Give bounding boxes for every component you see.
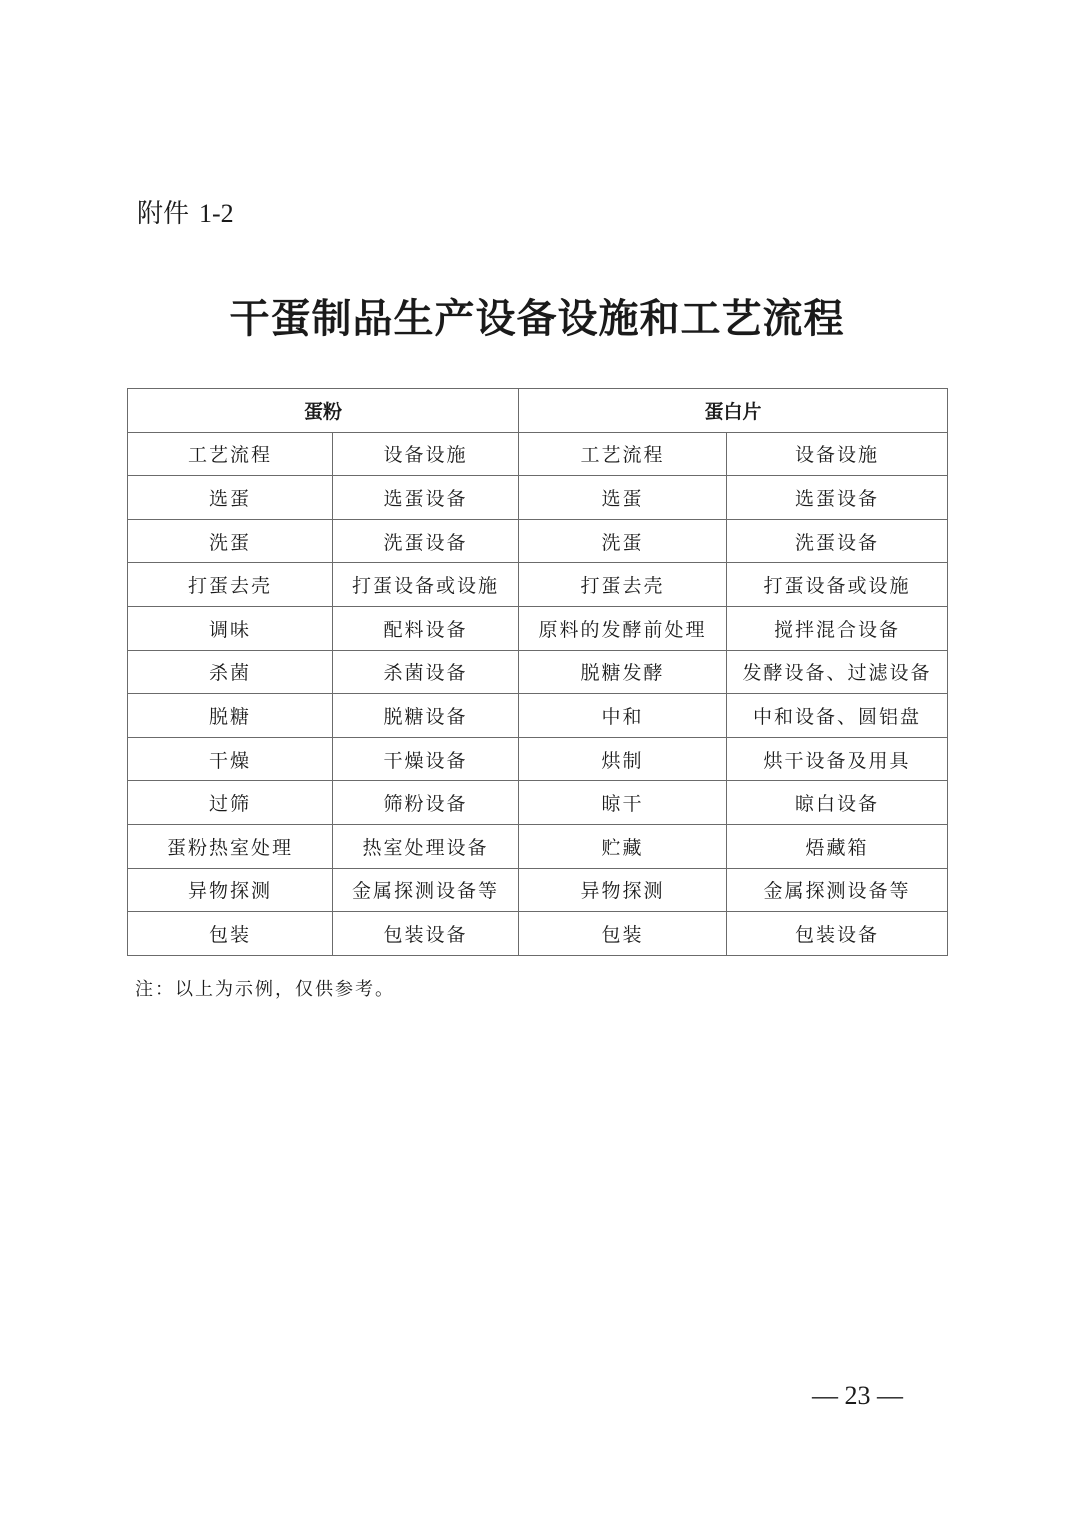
table-cell: 工艺流程 [519,432,727,476]
table-cell: 蛋粉热室处理 [128,824,333,868]
table-cell: 烘干设备及用具 [727,737,948,781]
table-cell: 搅拌混合设备 [727,606,948,650]
table-cell: 杀菌 [128,650,333,694]
table-row [128,563,948,607]
table-cell: 发酵设备、过滤设备 [727,650,948,694]
table-cell: 贮藏 [519,824,727,868]
table-cell: 选蛋 [128,476,333,520]
table-cell: 调味 [128,606,333,650]
table-cell: 异物探测 [519,868,727,912]
table-cell: 包装设备 [333,912,519,956]
table-cell: 设备设施 [333,432,519,476]
table-body [128,432,948,955]
attachment-number: 1-2 [199,199,234,228]
table-cell: 打蛋去壳 [128,563,333,607]
table-cell: 包装 [519,912,727,956]
table-cell: 脱糖发酵 [519,650,727,694]
table-cell: 脱糖 [128,694,333,738]
table-row [128,868,948,912]
page-number: — 23 — [812,1381,903,1410]
table-cell: 包装设备 [727,912,948,956]
table-cell: 打蛋去壳 [519,563,727,607]
table-cell: 设备设施 [727,432,948,476]
table-note: 注：以上为示例，仅供参考。 [135,979,395,1000]
table-cell: 杀菌设备 [333,650,519,694]
table-cell: 筛粉设备 [333,781,519,825]
document-title: 干蛋制品生产设备设施和工艺流程 [229,296,845,342]
table-row [128,824,948,868]
table-cell: 洗蛋设备 [333,519,519,563]
table-cell: 热室处理设备 [333,824,519,868]
table-cell: 工艺流程 [128,432,333,476]
table-cell: 选蛋 [519,476,727,520]
table-cell: 配料设备 [333,606,519,650]
table-row [128,606,948,650]
table-cell: 中和设备、圆铝盘 [727,694,948,738]
table-cell: 洗蛋 [519,519,727,563]
table-row [128,737,948,781]
table-cell: 过筛 [128,781,333,825]
table-cell: 金属探测设备等 [727,868,948,912]
table-cell: 打蛋设备或设施 [727,563,948,607]
table-row [128,781,948,825]
table-row [128,694,948,738]
process-equipment-table [127,388,948,956]
table-cell: 洗蛋设备 [727,519,948,563]
table-cell: 金属探测设备等 [333,868,519,912]
attachment-label-text: 附件 [137,199,190,229]
attachment-label [137,198,234,230]
table-cell: 洗蛋 [128,519,333,563]
group-header-egg-powder: 蛋粉 [128,389,519,433]
table-cell: 焐藏箱 [727,824,948,868]
table-cell: 干燥设备 [333,737,519,781]
table-cell: 干燥 [128,737,333,781]
table-row [128,476,948,520]
table-row [128,650,948,694]
table-cell: 异物探测 [128,868,333,912]
table-cell: 打蛋设备或设施 [333,563,519,607]
table-cell: 原料的发酵前处理 [519,606,727,650]
table-cell: 晾干 [519,781,727,825]
table-cell: 烘制 [519,737,727,781]
table-cell: 中和 [519,694,727,738]
table-row [128,432,948,476]
table-cell: 包装 [128,912,333,956]
group-header-egg-white-flakes: 蛋白片 [519,389,948,433]
table-cell: 脱糖设备 [333,694,519,738]
table-row [128,912,948,956]
table-row [128,519,948,563]
table-cell: 选蛋设备 [333,476,519,520]
table-group-header-row [128,389,948,433]
table-cell: 晾白设备 [727,781,948,825]
table-cell: 选蛋设备 [727,476,948,520]
